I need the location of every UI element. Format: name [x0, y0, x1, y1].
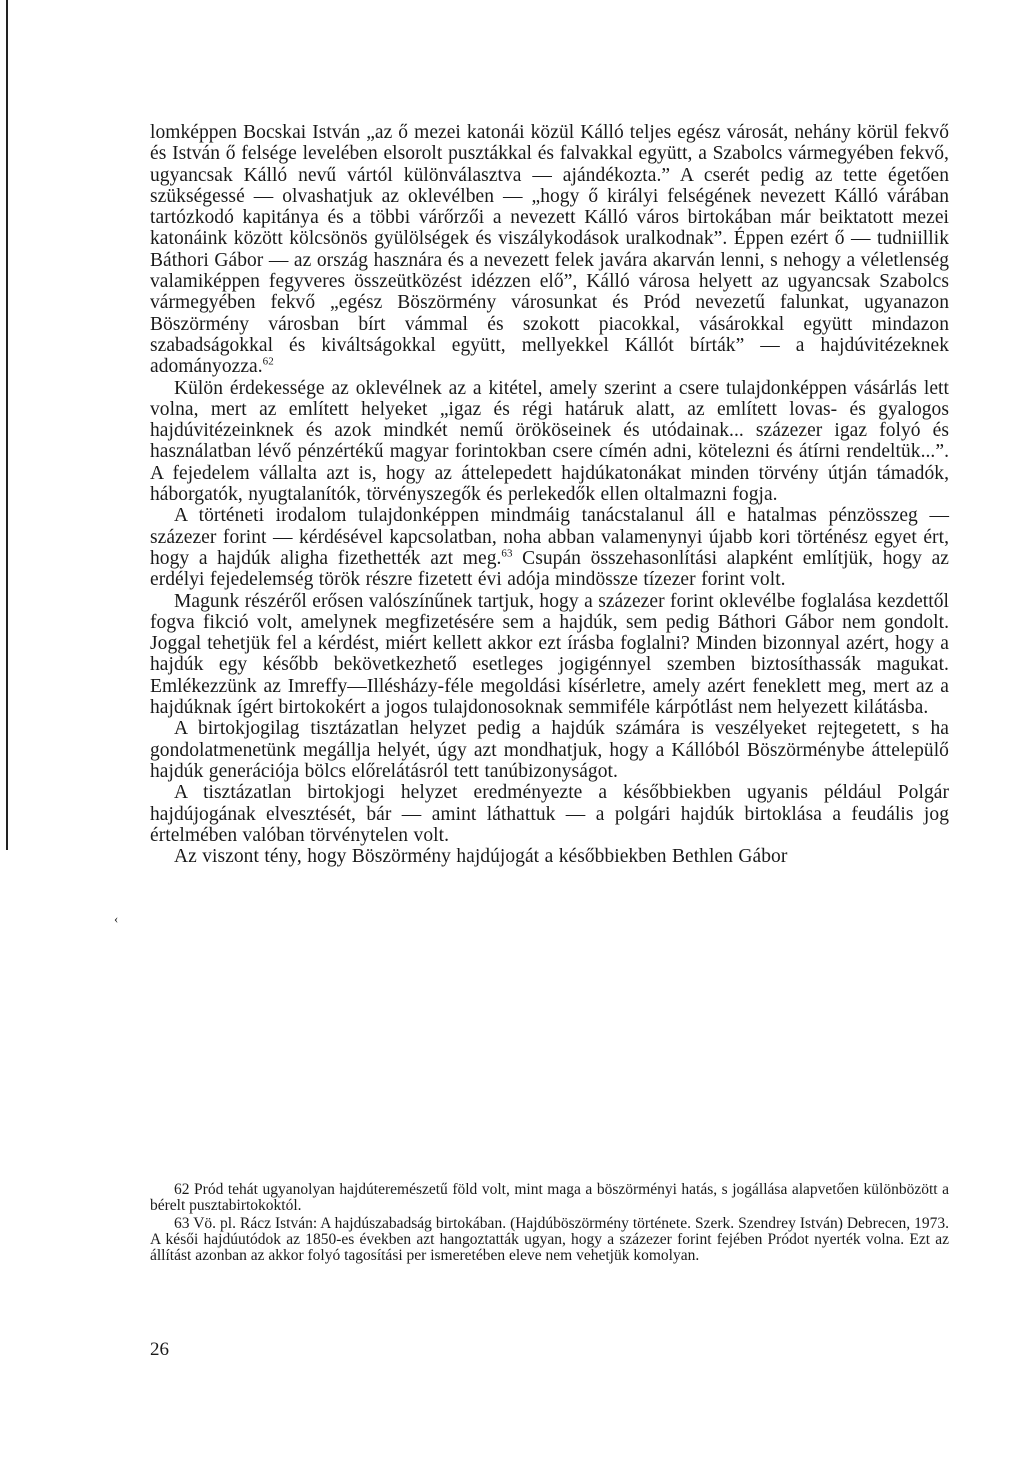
paragraph-3-text-b: Csupán összehasonlítási alapként említjük, hogy az erdélyi fejedelemség török részre fizetett évi adója mindössze tízezer forint volt. — [150, 547, 949, 591]
footnote-ref-63: 63 — [501, 547, 513, 560]
paragraph-7: Az viszont tény, hogy Böszörmény hajdújogát a későbbiekben Bethlen Gábor — [174, 846, 788, 868]
main-text — [150, 122, 949, 867]
page-number: 26 — [150, 1339, 169, 1360]
margin-mark: ‹ — [114, 911, 119, 926]
paragraph-1 — [150, 122, 949, 378]
paragraph-3-text-a: A történeti irodalom tulajdonképpen mindmáig tanácstalanul áll e hatalmas pénzösszeg — százezer forint — kérdésével kapcsolatban, noha abban valamenynyi újabb kori történész egyet ért, hogy a hajdúk aligha fizethették azt meg. — [150, 505, 949, 569]
footnote-ref-62: 62 — [262, 355, 274, 368]
paragraph-4: Magunk részéről erősen valószínűnek tartjuk, hogy a százezer forint oklevélbe foglalása kezdettől fogva fikció volt, amelynek megfizetésére sem a hajdúk, sem pedig Báthori Gábor nem gondolt. Joggal tehetjük fel a kérdést, miért kellett akkor ezt írásba foglalni? Minden bizonnyal azért, hogy a hajdúk egy később bekövetkezhető esetleges jogigénnyel szemben biztosíthassák magukat. Emlékezzünk az Imreffy—Illésházy-féle megoldási kísérletre, amely azért feneklett meg, mert az a hajdúknak ígért birtokokért a jogos tulajdonosoknak semmiféle kárpótlást nem helyezett kilátásba. — [150, 590, 949, 719]
footnote-62: 62 Pród tehát ugyanolyan hajdúteremészetű föld volt, mint maga a böszörményi hatás, s jogállása alapvetően különbözött a bérelt pusztabirtokoktól. — [150, 1181, 949, 1214]
footnote-63: 63 Vö. pl. Rácz István: A hajdúszabadság birtokában. (Hajdúböszörmény története. Szerk. Szendrey István) Debrecen, 1973. A késői hajdúutódok az 1850-es években azt hangoztatták ugyan, hogy a százezer forint fejében Pródot nyerték volna. Ezt az állítást azonban az akkor folyó tagosítási per ismeretében eleve nem vehetjük komolyan. — [150, 1214, 949, 1264]
paragraph-5: A birtokjogilag tisztázatlan helyzet pedig a hajdúk számára is veszélyeket rejtegetett, s ha gondolatmenetünk megállja helyét, úgy azt mondhatjuk, hogy a Kállóból Böszörménybe áttelepülő hajdúk generációja bölcs előrelátásról tett tanúbizonyságot. — [150, 718, 949, 782]
paragraph-1-text: lomképpen Bocskai István „az ő mezei katonái közül Kálló teljes egész városát, nehány körül fekvő és István ő felsége levelében elsorolt pusztákkal és falvakkal együtt, a Szabolcs vármegyében fekvő, ugyancsak Kálló nevű vártól különválasztva — ajándékozta.” A cserét pedig az tette égetően szükségessé — olvashatjuk az oklevélben — „hogy ő királyi felségének nevezett Kálló várában tartózkodó kapitánya és a többi várőrzői a nevezett Kálló város birtokában már beiktatott mezei katonáink között kölcsönös gyülölségek és viszálykodások uralkodnak”. Éppen ezért ő — tudniillik Báthori Gábor — az ország hasznára és a nevezett felek javára akarván lenni, s nehogy a véletlenség valamiképpen fegyveres összeütközést idézzen elő”, Kálló városa helyett az ugyancsak Szabolcs vármegyében fekvő „egész Böszörmény városunkat és Pród nevezetű falunkat, ugyanazon Böszörmény városban bírt vámmal és szokott piacokkal, vásárokkal együtt mindazon szabadságokkal és kiváltságokkal együtt, mellyekkel Kállót bírták” — a hajdúvitézeknek adományozza. — [150, 122, 949, 378]
paragraph-3 — [150, 505, 949, 590]
paragraph-2: Külön érdekessége az oklevélnek az a kitétel, amely szerint a csere tulajdonképpen vásárlás lett volna, mert az említett helyeket „igaz és régi határuk alatt, az említett lovas- és gyalogos hajdúvitézeinknek és azok mindkét nemű örököseinek és utódainak... százezer igaz folyó és használatban lévő pénzértékű magyar forintokban csere címén adni, kötelezni és átírni rendeltük...”. A fejedelem vállalta azt is, hogy az áttelepedett hajdúkatonákat minden törvény útján támadók, háborgatók, nyugtalanítók, törvényszegők és perlekedők ellen oltalmazni fogja. — [150, 377, 949, 506]
paragraph-6: A tisztázatlan birtokjogi helyzet eredményezte a későbbiekben ugyanis például Polgár hajdújogának elvesztését, bár — amint láthattuk — a polgári hajdúk birtoklása a feudális jog értelmében valóban törvénytelen volt. — [150, 782, 949, 846]
page-edge-line — [6, 0, 8, 850]
footnotes — [150, 1182, 949, 1264]
